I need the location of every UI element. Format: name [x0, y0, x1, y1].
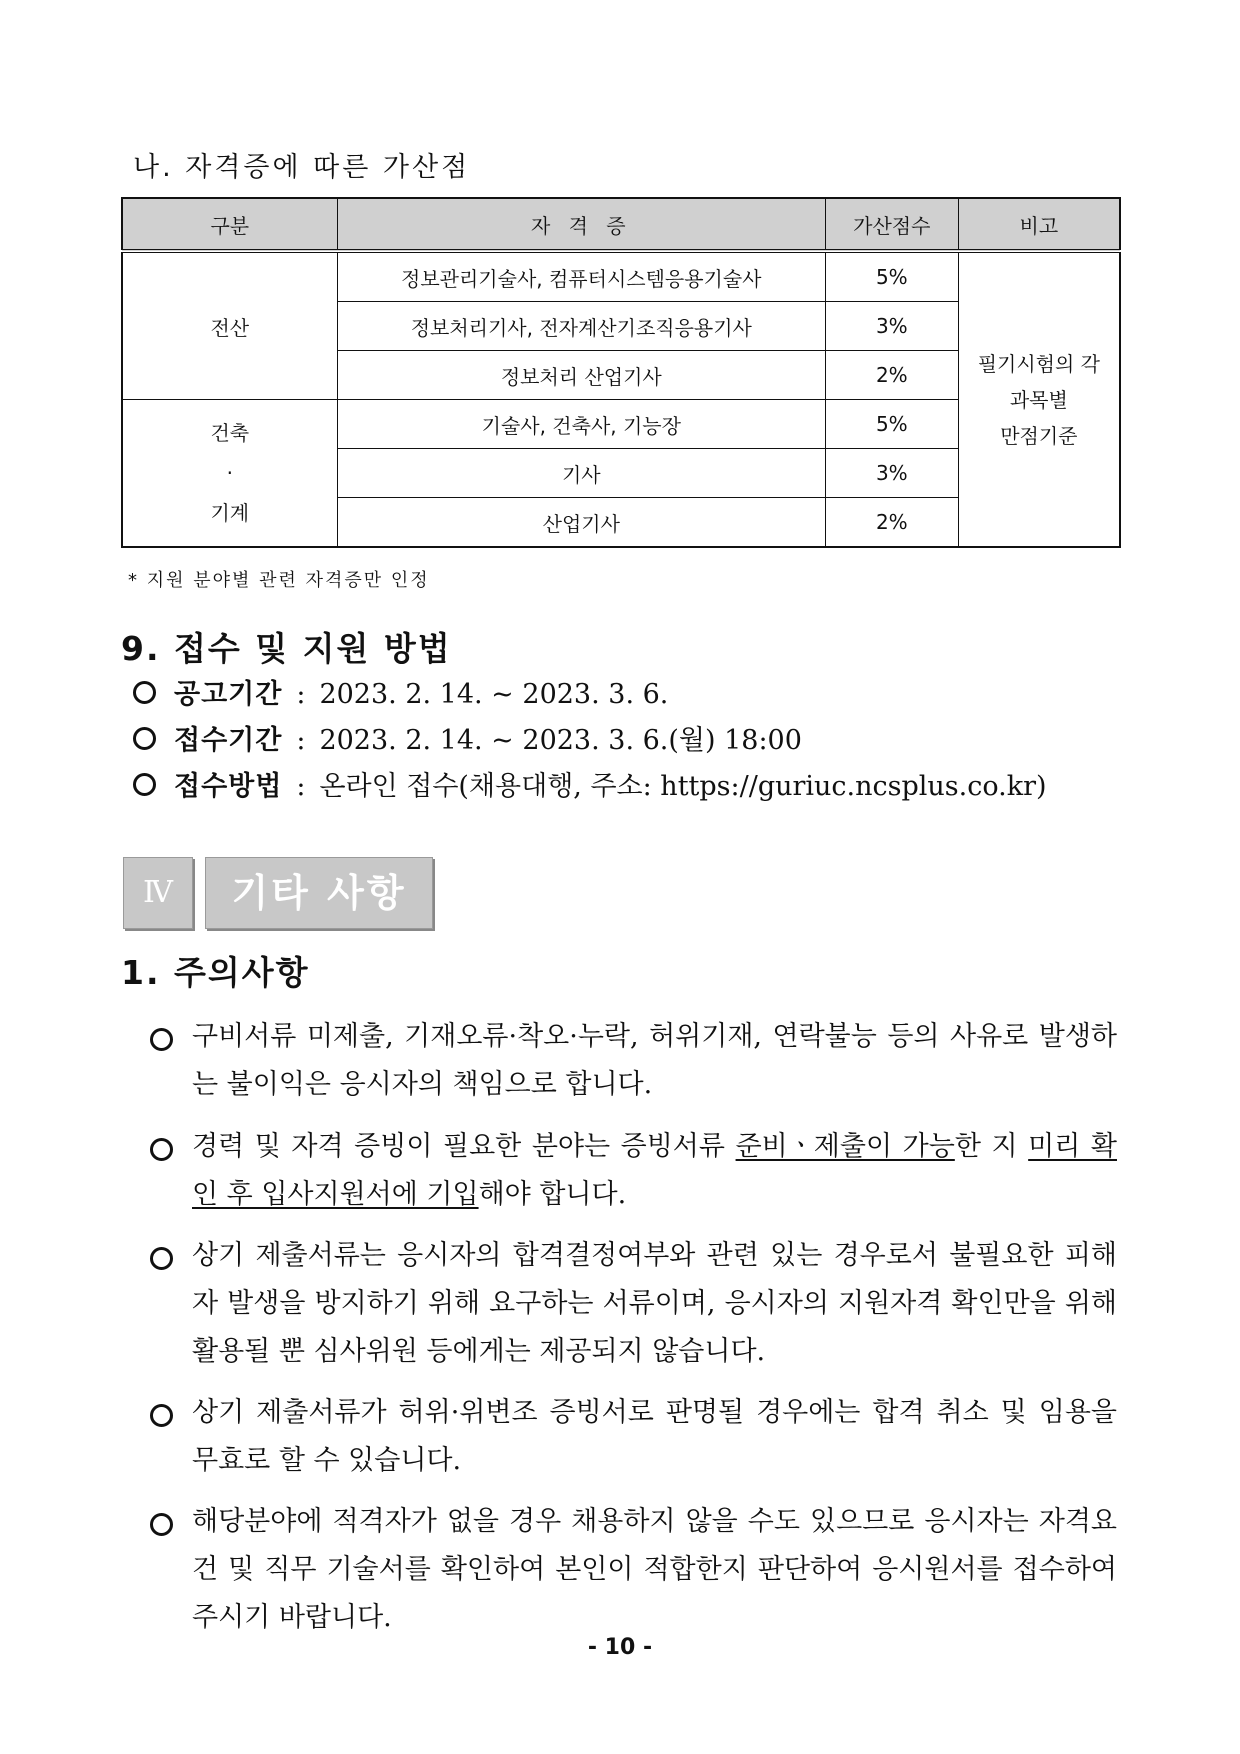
circle-bullet-icon	[150, 1028, 173, 1051]
remark-cell	[958, 251, 1120, 547]
list-item	[133, 764, 1047, 803]
chapter-title: 기타 사항	[205, 857, 433, 929]
circle-bullet-icon	[133, 727, 156, 750]
cert-cell: 산업기사	[337, 498, 825, 548]
cert-cell: 정보처리 산업기사	[337, 351, 825, 400]
item-value: 2023. 2. 14. ~ 2023. 3. 6.	[319, 679, 669, 710]
table-row	[122, 251, 1120, 302]
header-category: 구분	[122, 198, 337, 251]
cert-cell: 정보처리기사, 전자계산기조직응용기사	[337, 302, 825, 351]
circle-bullet-icon	[150, 1247, 173, 1270]
text-run: 해야 합니다.	[478, 1179, 627, 1210]
header-remark: 비고	[958, 198, 1120, 251]
footnote: * 지원 분야별 관련 자격증만 인정	[128, 570, 430, 591]
item-label: 접수기간	[174, 725, 283, 756]
item-value: 온라인 접수(채용대행, 주소: https://guriuc.ncsplus.co.kr)	[319, 771, 1047, 802]
subheading: 나. 자격증에 따른 가산점	[133, 152, 471, 183]
list-item	[133, 718, 802, 757]
text-run: 한 지	[954, 1131, 1029, 1162]
colon-separator: :	[296, 679, 306, 710]
item-value: 2023. 2. 14. ~ 2023. 3. 6.(월) 18:00	[319, 725, 802, 756]
colon-separator: :	[296, 771, 306, 802]
group-architecture-machinery	[122, 400, 337, 548]
score-cell: 2%	[825, 351, 958, 400]
section-9-title: 9. 접수 및 지원 방법	[121, 629, 452, 668]
paragraph-text	[192, 1123, 1117, 1219]
score-cell: 3%	[825, 302, 958, 351]
certificate-bonus-table	[121, 197, 1121, 548]
circle-bullet-icon	[150, 1404, 173, 1427]
group-computing: 전산	[122, 251, 337, 400]
colon-separator: :	[296, 725, 306, 756]
score-cell: 3%	[825, 449, 958, 498]
item-label: 접수방법	[174, 771, 283, 802]
paragraph-text: 구비서류 미제출, 기재오류·착오·누락, 허위기재, 연락불능 등의 사유로 발생하는 불이익은 응시자의 책임으로 합니다.	[192, 1021, 1117, 1100]
cert-cell: 기술사, 건축사, 기능장	[337, 400, 825, 449]
score-cell: 2%	[825, 498, 958, 548]
underlined-text: 준비ㆍ제출이 가능	[735, 1131, 955, 1162]
group-line: 건축	[210, 421, 250, 445]
header-score: 가산점수	[825, 198, 958, 251]
circle-bullet-icon	[133, 773, 156, 796]
underlined-text: 미리 확인 후 입사지원서에 기입	[192, 1131, 1117, 1210]
paragraph-text: 상기 제출서류가 허위·위변조 증빙서로 판명될 경우에는 합격 취소 및 임용을 무효로 할 수 있습니다.	[192, 1397, 1117, 1476]
score-cell: 5%	[825, 400, 958, 449]
list-item	[133, 672, 668, 711]
text-run: 경력 및 자격 증빙이 필요한 분야는 증빙서류	[192, 1131, 736, 1162]
paragraph-text: 해당분야에 적격자가 없을 경우 채용하지 않을 수도 있으므로 응시자는 자격요건 및 직무 기술서를 확인하여 본인이 적합한지 판단하여 응시원서를 접수하여 주시기 바랍니다.	[192, 1506, 1117, 1633]
circle-bullet-icon	[150, 1138, 173, 1161]
table-header-row	[122, 198, 1120, 251]
cert-cell: 정보관리기술사, 컴퓨터시스템응용기술사	[337, 251, 825, 302]
section-1-title: 1. 주의사항	[121, 953, 310, 992]
cert-cell: 기사	[337, 449, 825, 498]
group-line: ·	[226, 461, 233, 485]
paragraph-text: 상기 제출서류는 응시자의 합격결정여부와 관련 있는 경우로서 불필요한 피해자 발생을 방지하기 위해 요구하는 서류이며, 응시자의 지원자격 확인만을 위해 활용될 뿐 심사위원 등에게는 제공되지 않습니다.	[192, 1240, 1117, 1367]
header-certificate: 자 격 증	[337, 198, 825, 251]
item-label: 공고기간	[174, 679, 283, 710]
circle-bullet-icon	[150, 1513, 173, 1536]
page-number: - 10 -	[587, 1635, 653, 1660]
remark-line: 필기시험의 각	[977, 351, 1100, 376]
remark-line: 만점기준	[1000, 423, 1078, 448]
remark-line: 과목별	[1009, 387, 1068, 412]
score-cell: 5%	[825, 251, 958, 302]
group-line: 기계	[210, 501, 250, 525]
circle-bullet-icon	[133, 681, 156, 704]
chapter-numeral: Ⅳ	[123, 857, 193, 929]
